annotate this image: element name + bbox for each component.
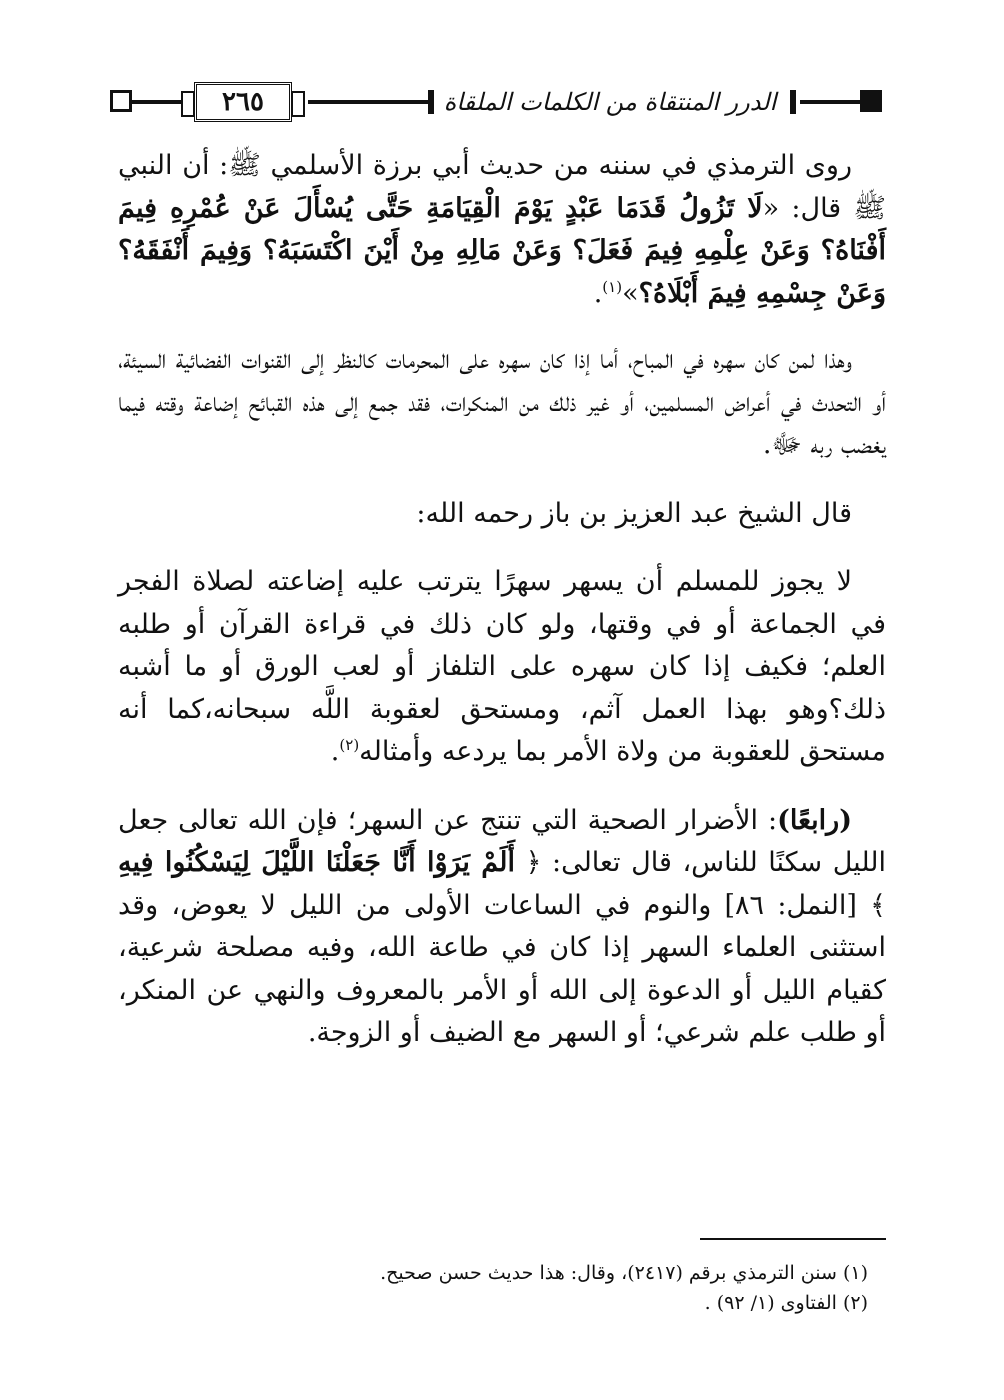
- page-number-frame: [194, 82, 292, 122]
- page-header: [110, 80, 882, 124]
- hadith-close-quote: »: [622, 277, 639, 309]
- paragraph-ibn-baz-intro: قال الشيخ عبد العزيز بن باز رحمه الله:: [416, 497, 852, 529]
- hadith-intro: روى الترمذي في سننه من حديث أبي برزة الأسلمي ﷺ: أن النبي ﷺ قال: «: [118, 150, 886, 224]
- footnote-2: (٢) الفتاوى (١/ ٩٢) .: [704, 1292, 868, 1314]
- paragraph-hadith: [118, 145, 886, 315]
- header-square-outline: [110, 90, 132, 112]
- book-title: الدرر المنتقاة من الكلمات الملقاة: [440, 80, 780, 124]
- paragraph-ibn-baz-quote: [118, 561, 886, 774]
- fourth-label: (رابعًا): [777, 804, 852, 836]
- hadith-end: .: [593, 277, 603, 309]
- paragraph-late-night: وهذا لمن كان سهره في المباح، أما إذا كان سهره على المحرمات كالنظر إلى القنوات الفضائية السيئة، أو التحدث في أعراض المسلمين، أو غير ذلك من المنكرات، فقد جمع إلى هذه القبائح إضاعة وقته فيما يغضب ربه ﷻ.: [118, 344, 886, 460]
- ibn-baz-text: لا يجوز للمسلم أن يسهر سهرًا يترتب عليه إضاعته لصلاة الفجر في الجماعة أو في وقتها، ولو كان ذلك في قراءة القرآن أو طلبه العلم؛ فكيف إذا كان سهره على التلفاز أو لعب الورق أو ما أشبه ذلك؟وهو بهذا العمل آثم، ومستحق لعقوبة اللَّه سبحانه،كما أنه مستحق للعقوبة من ولاة الأمر بما يردعه وأمثاله: [118, 566, 886, 767]
- footnote-ref-2: (٢): [339, 736, 360, 754]
- page-body: [118, 145, 886, 1081]
- quran-ayah: أَلَمْ يَرَوْا أَنَّا جَعَلْنَا اللَّيْلَ لِيَسْكُنُوا فِيهِ: [118, 847, 516, 878]
- fourth-text-1: : الأضرار الصحية التي تنتج عن السهر؛ فإن الله تعالى جعل الليل سكنًا للناس، قال تعالى: ﴿: [118, 804, 886, 878]
- paragraph-fourth: [118, 800, 886, 1055]
- header-square-filled: [860, 90, 882, 112]
- footnote-separator: [700, 1238, 886, 1240]
- header-rule-middle: [308, 100, 428, 104]
- footnotes: [118, 1258, 886, 1318]
- fourth-text-2: ﴾ [النمل: ٨٦] والنوم في الساعات الأولى من الليل لا يعوض، وقد استثنى العلماء السهر إذا كان في طاعة الله، وفيه مصلحة شرعية، كقيام الليل أو الدعوة إلى الله أو الأمر بالمعروف والنهي عن المنكر، أو طلب علم شرعي؛ أو السهر مع الضيف أو الزوجة.: [118, 889, 886, 1048]
- page-number: ٢٦٥: [222, 87, 264, 117]
- hadith-text: لَا تَزُولُ قَدَمَا عَبْدٍ يَوْمَ الْقِيَامَةِ حَتَّى يُسْأَلَ عَنْ عُمْرِهِ فِيمَ أَفْنَاهُ؟ وَعَنْ عِلْمِهِ فِيمَ فَعَلَ؟ وَعَنْ مَالِهِ مِنْ أَيْنَ اكْتَسَبَهُ؟ وَفِيمَ أَنْفَقَهُ؟ وَعَنْ جِسْمِهِ فِيمَ أَبْلَاهُ؟: [118, 192, 886, 309]
- footnote-1: (١) سنن الترمذي برقم (٢٤١٧)، وقال: هذا حديث حسن صحيح.: [380, 1262, 868, 1284]
- header-bar-right: [790, 90, 796, 114]
- ibn-baz-end: .: [330, 736, 340, 767]
- header-rule-right: [800, 100, 860, 104]
- footnote-ref-1: (١): [602, 277, 623, 296]
- header-bar-left: [428, 90, 434, 114]
